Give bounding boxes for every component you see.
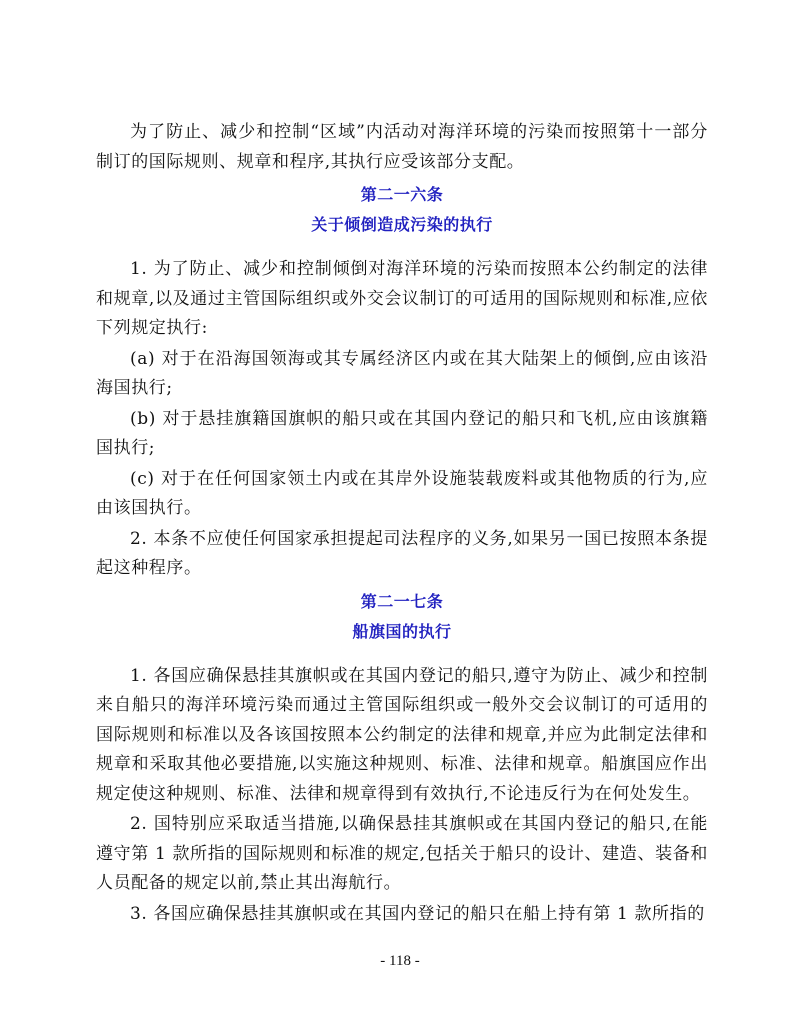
page-number: - 118 - [380,953,420,969]
article-217-paragraph-3: 3. 各国应确保悬挂其旗帜或在其国内登记的船只在船上持有第 1 款所指的 [130,903,705,924]
article-216-paragraph-1: 1. 为了防止、减少和控制倾倒对海洋环境的污染而按照本公约制定的法律和规章,以及通过主管国际组织或外交会议制订的可适用的国际规则和标准,应依下列规定执行: [96,259,708,338]
article-216-item-c: (c) 对于在任何国家领土内或在其岸外设施装载废料或其他物质的行为,应由该国执行。 [96,468,708,518]
article-217-title: 船旗国的执行 [352,621,452,641]
document-body [96,118,708,930]
article-216-title: 关于倾倒造成污染的执行 [311,215,493,234]
article-216-item-a: (a) 对于在沿海国领海或其专属经济区内或在其大陆架上的倾倒,应由该沿海国执行; [96,348,708,398]
intro-paragraph: 为了防止、减少和控制“区域”内活动对海洋环境的污染而按照第十一部分制订的国际规则、规章和程序,其执行应受该部分支配。 [96,122,708,172]
article-216-number: 第二一六条 [360,185,444,204]
article-217-number: 第二一七条 [360,591,444,611]
article-216-item-b: (b) 对于悬挂旗籍国旗帜的船只或在其国内登记的船只和飞机,应由该旗籍国执行; [96,408,708,458]
article-216-paragraph-2: 2. 本条不应使任何国家承担提起司法程序的义务,如果另一国已按照本条提起这种程序。 [96,528,708,578]
article-217-paragraph-2: 2. 国特别应采取适当措施,以确保悬挂其旗帜或在其国内登记的船只,在能遵守第 1 款所指的国际规则和标准的规定,包括关于船只的设计、建造、装备和人员配备的规定以前,禁止其出海航行。 [96,814,708,893]
article-217-paragraph-1: 1. 各国应确保悬挂其旗帜或在其国内登记的船只,遵守为防止、减少和控制来自船只的海洋环境污染而通过主管国际组织或一般外交会议制订的可适用的国际规则和标准以及各该国按照本公约制定的法律和规章,并应为此制定法律和规章和采取其他必要措施,以实施这种规则、标准、法律和规章。船旗国应作出规定使这种规则、标准、法律和规章得到有效执行,不论违反行为在何处发生。 [96,665,708,804]
